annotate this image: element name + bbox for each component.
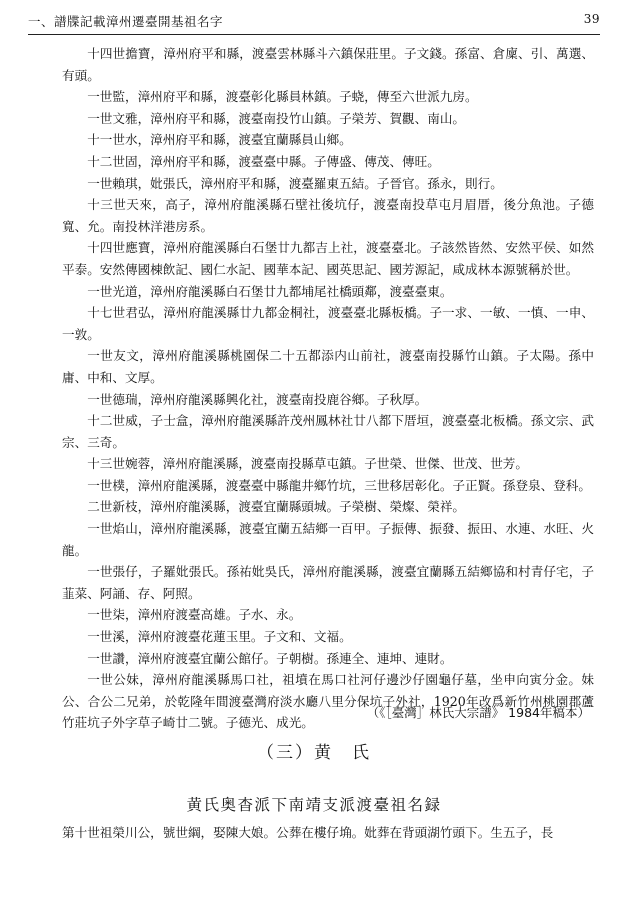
- entry-paragraph: 一世光道，漳州府龍溪縣白石堡廿九都埔尾社橋頭鄰，渡臺臺東。: [87, 283, 453, 299]
- entry-paragraph: 一世文雅，漳州府平和縣，渡臺南投竹山鎮。子榮芳、賀觀、南山。: [87, 110, 465, 126]
- header-rule: [28, 34, 600, 35]
- entry-paragraph: 十四世應寶，漳州府龍溪縣白石堡廿九都吉上社，渡臺臺北。子該然皆然、安然平侯、如然平泰。安然傳國棟飲記、國仁水記、國華本記、國英思記、國芳源記，咸成林本源號稱於世。: [62, 240, 594, 277]
- entry-paragraph: 一世德瑞，漳州府龍溪縣興化社，渡臺南投鹿谷鄉。子秋厚。: [87, 391, 428, 407]
- genealogy-entries: [62, 43, 594, 734]
- entry-paragraph: 十三世婉蓉，漳州府龍溪縣，渡臺南投縣草屯鎮。子世榮、世傑、世茂、世芳。: [87, 456, 528, 472]
- entry-paragraph: 十二世固，漳州府平和縣，渡臺臺中縣。子傳盛、傳茂、傳旺。: [87, 153, 440, 169]
- entry-paragraph: 二世新枝，漳州府龍溪縣，渡臺宜蘭縣頭城。子榮樹、榮燦、榮祥。: [87, 499, 465, 515]
- entry-paragraph: 一世讚，漳州府渡臺宜蘭公館仔。子朝樹。孫連全、連坤、連財。: [87, 650, 453, 666]
- entry-paragraph: 十七世君弘，漳州府龍溪縣廿九都金桐社，渡臺臺北縣板橋。子一求、一敏、一慎、一申、一敦。: [62, 305, 594, 342]
- entry-paragraph: 一世焰山，漳州府龍溪縣，渡臺宜蘭五結鄉一百甲。子振傳、振發、振田、水連、水旺、火龍。: [62, 521, 594, 558]
- sub-heading: 黄氏奥杳派下南靖支派渡臺祖名録: [186, 796, 442, 814]
- entry-paragraph: 十三世天來，高子，漳州府龍溪縣石壁社後坑仔，渡臺南投草屯月眉厝，後分魚池。子德寬、允。南投林洋港房系。: [62, 197, 594, 234]
- page-number: 39: [583, 12, 600, 26]
- entry-paragraph: 一世賴琪，妣張氏，漳州府平和縣，渡臺羅東五結。子晉官。孫永，則行。: [87, 175, 503, 191]
- source-citation: （《［臺灣］林氏大宗譜》 1984年稿本）: [366, 705, 590, 720]
- entry-paragraph: 十四世擔寶，漳州府平和縣，渡臺雲林縣斗六鎮保莊里。子文錢。孫富、倉廩、引、萬選、有頭。: [62, 46, 594, 83]
- entry-paragraph: 一世張仔，子羅妣張氏。孫祐妣吳氏，漳州府龍溪縣，渡臺宜蘭縣五結鄉協和村青仔宅，子韮菜、阿誦、存、阿照。: [62, 564, 594, 601]
- entry-paragraph: 十二世威，子士盒，漳州府龍溪縣許茂州鳳林社廿八都下厝垣，渡臺臺北板橋。孫文宗、武宗、三奇。: [62, 413, 594, 450]
- entry-paragraph: 一世樸，漳州府龍溪縣，渡臺臺中縣龍井鄉竹坑，三世移居彰化。子正賢。孫登泉、登科。: [87, 477, 591, 493]
- entry-paragraph: 一世公妹，漳州府龍溪縣馬口社，祖墳在馬口社河仔邊沙仔園龜仔墓，坐申向寅分金。妹公、合公二兄弟，於乾隆年間渡臺灣府淡水廳八里分保坑子外社，1920年改爲新竹州桃園郡蘆竹莊坑子外字草子崎廿二號。子德光、成光。: [62, 672, 594, 731]
- section-heading: （三）黄 氏: [257, 743, 371, 763]
- running-title: 一、譜牒記載漳州遷臺開基祖名字: [28, 14, 224, 29]
- entry-paragraph: 第十世祖榮川公，號世綱，娶陳大娘。公葬在樓仔埆。妣葬在背頭湖竹頭下。生五子，長: [62, 825, 554, 840]
- entry-paragraph: 十一世水，漳州府平和縣，渡臺宜蘭縣員山鄉。: [87, 132, 352, 148]
- entry-paragraph: 一世監，漳州府平和縣，渡臺彰化縣員林鎮。子蛲，傳至六世派九房。: [87, 89, 478, 105]
- entry-paragraph: 一世柒，漳州府渡臺高雄。子水、永。: [87, 607, 302, 623]
- entry-paragraph: 一世友文，漳州府龍溪縣桃園保二十五都添内山前社，渡臺南投縣竹山鎮。子太陽。孫中庸、中和、文厚。: [62, 348, 594, 385]
- page-header: [28, 12, 600, 34]
- entry-paragraph: 一世溪，漳州府渡臺花蓮玉里。子文和、文福。: [87, 629, 352, 645]
